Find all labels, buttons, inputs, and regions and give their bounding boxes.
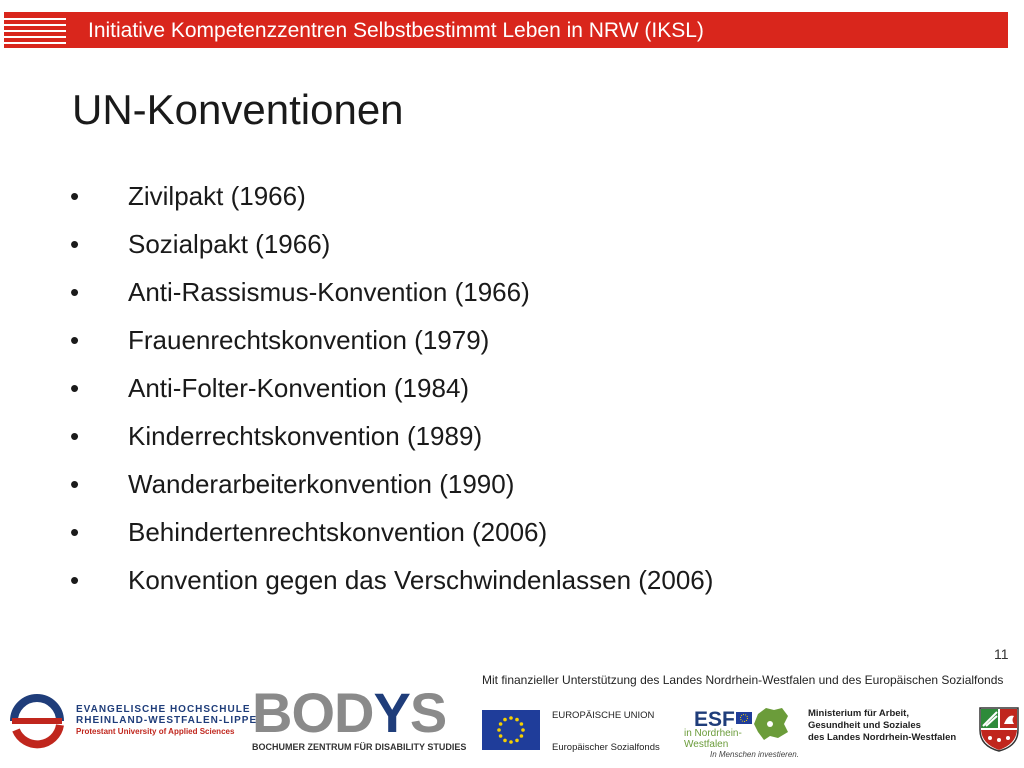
eu-flag-icon bbox=[482, 710, 540, 750]
bullet-icon: • bbox=[70, 277, 80, 307]
header-title: Initiative Kompetenzzentren Selbstbestimmt Leben in NRW (IKSL) bbox=[88, 19, 704, 42]
bullet-icon: • bbox=[70, 373, 80, 403]
funding-note: Mit finanzieller Unterstützung des Landes Nordrhein-Westfalen und des Europäischen Sozialfonds bbox=[482, 673, 1004, 687]
eu-label: EUROPÄISCHE UNION bbox=[552, 710, 655, 721]
header-bar bbox=[4, 12, 1008, 48]
menu-lines-icon bbox=[4, 12, 66, 48]
bullet-icon: • bbox=[70, 421, 80, 451]
bullet-icon: • bbox=[70, 469, 80, 499]
bullet-icon: • bbox=[70, 325, 80, 355]
bullet-icon: • bbox=[70, 181, 80, 211]
ministry-label: Ministerium für Arbeit, Gesundheit und Soziales des Landes Nordrhein-Westfalen bbox=[808, 708, 957, 743]
bullet-icon: • bbox=[70, 565, 80, 595]
evh-logo-icon bbox=[8, 692, 66, 750]
evh-logo-text: EVANGELISCHE HOCHSCHULE RHEINLAND-WESTFALEN-LIPPE Protestant University of Applied Sciences bbox=[76, 704, 258, 736]
bullet-icon: • bbox=[70, 517, 80, 547]
nrw-map-icon bbox=[752, 706, 790, 742]
nrw-crest-icon bbox=[978, 706, 1020, 752]
esf-flag-icon bbox=[736, 712, 752, 724]
bullet-icon: • bbox=[70, 229, 80, 259]
footer-logos bbox=[0, 680, 1024, 768]
page-number: 11 bbox=[994, 646, 1009, 662]
page-title: UN-Konventionen bbox=[72, 86, 404, 133]
esf-logo: ESF in Nordrhein- Westfalen In Menschen investieren. bbox=[684, 708, 799, 759]
bodys-logo: BODYS BOCHUMER ZENTRUM FÜR DISABILITY STUDIES bbox=[252, 681, 467, 752]
eu-fund-label: Europäischer Sozialfonds bbox=[552, 742, 660, 753]
